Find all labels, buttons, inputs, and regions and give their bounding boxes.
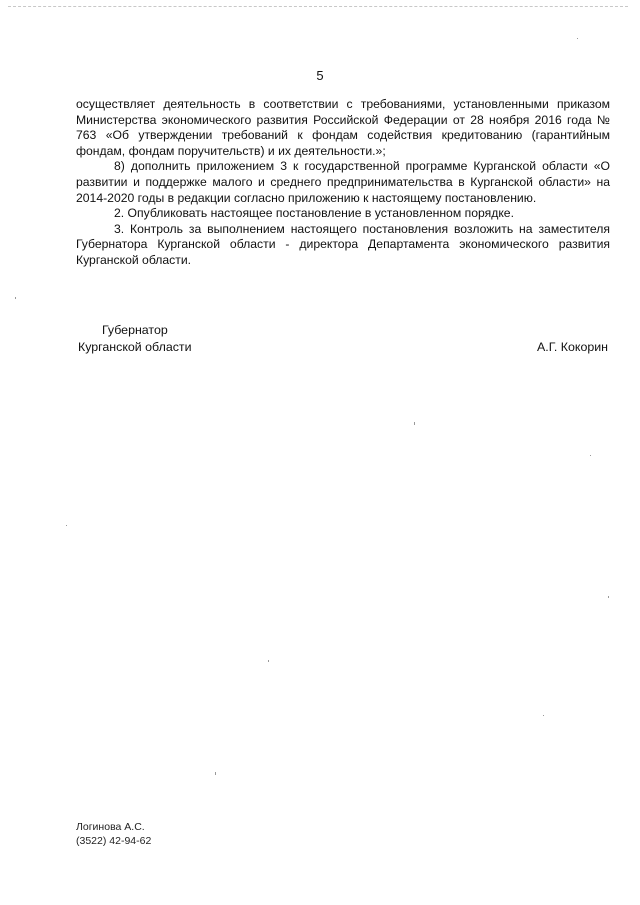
scan-edge-line — [8, 6, 628, 7]
signatory-title-line1: Губернатор — [102, 323, 168, 337]
scan-speck — [215, 772, 216, 775]
executor-phone: (3522) 42-94-62 — [76, 835, 152, 847]
scan-speck — [590, 455, 591, 456]
paragraph-item-2: 2. Опубликовать настоящее постановление в установленном порядке. — [114, 206, 514, 221]
executor-contact — [76, 820, 151, 848]
scan-speck — [66, 525, 67, 526]
scan-speck — [268, 660, 269, 662]
scan-speck — [543, 715, 544, 716]
signatory-title-line2: Курганской области — [78, 340, 192, 354]
signatory-name: А.Г. Кокорин — [536, 340, 608, 354]
executor-name: Логинова А.С. — [76, 821, 145, 833]
document-body — [76, 97, 610, 269]
signature-block — [76, 322, 610, 356]
page-number: 5 — [316, 68, 324, 83]
paragraph-item-3: 3. Контроль за выполнением настоящего постановления возложить на заместителя Губернатора Курганской области - директора Департамента экономического развития Курганской области. — [76, 221, 610, 267]
paragraph-item-8: 8) дополнить приложением 3 к государственной программе Курганской области «О развитии и поддержке малого и среднего предпринимательства в Курганской области» на 2014-2020 годы в редакции согласно приложению к настоящему постановлению. — [76, 159, 610, 205]
scan-speck — [608, 596, 609, 598]
scan-speck — [15, 297, 16, 299]
scan-speck — [577, 38, 578, 39]
paragraph-continuation: осуществляет деятельность в соответствии с требованиями, установленными приказом Министерства экономического развития Российской Федерации от 28 ноября 2016 года № 763 «Об утверждении требований к фондам содействия кредитованию (гарантийным фондам, фондам поручительств) и их деятельности.»; — [76, 97, 610, 158]
scan-speck — [414, 422, 415, 425]
